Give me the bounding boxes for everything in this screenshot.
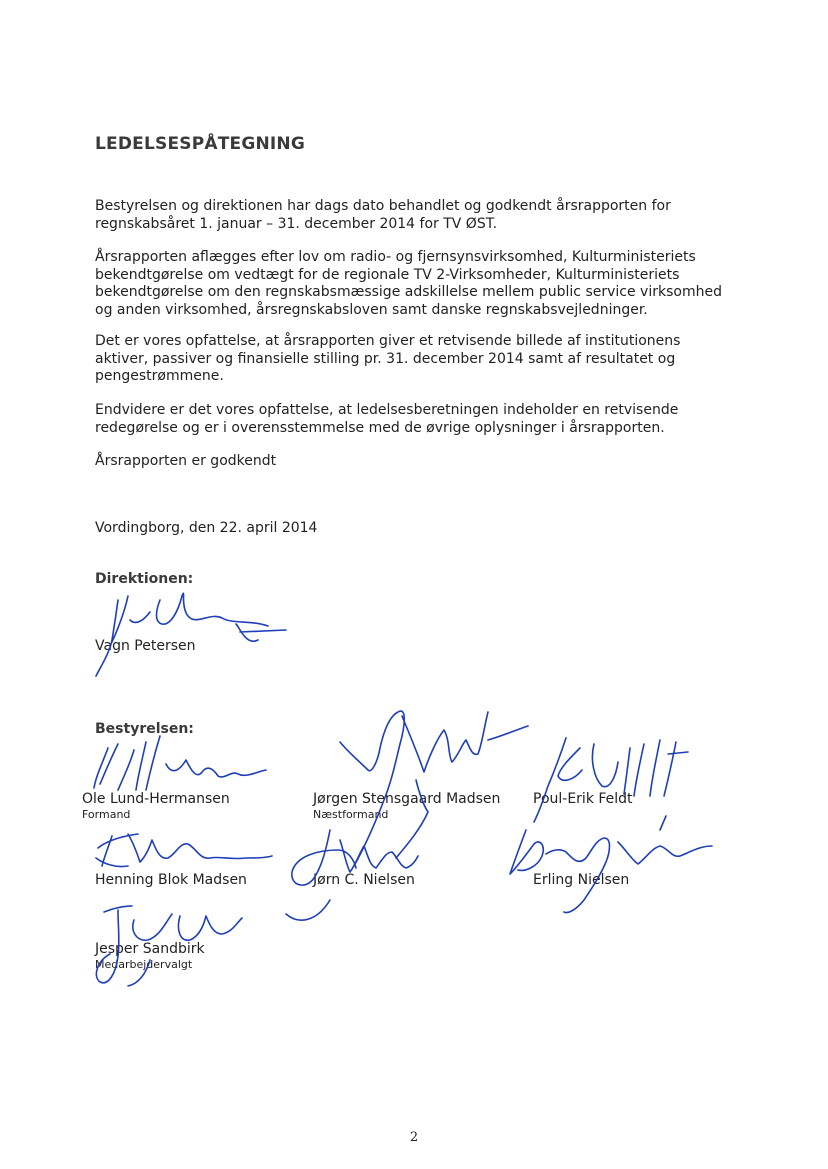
signatory-jesper-name: Jesper Sandbirk xyxy=(95,941,205,957)
paragraph-approval xyxy=(95,198,671,233)
direktionen-label: Direktionen: xyxy=(95,571,194,587)
signature-erling-nielsen xyxy=(510,816,712,913)
page-number: 2 xyxy=(409,1130,419,1145)
paragraph-line: aktiver, passiver og finansielle stilling pr. 31. december 2014 samt af resultatet og xyxy=(95,350,676,367)
paragraph-line: regnskabsåret 1. januar – 31. december 2014 for TV ØST. xyxy=(95,215,498,232)
signature-henning-blok-madsen xyxy=(96,834,272,867)
paragraph-line: Årsrapporten aflægges efter lov om radio- og fjernsynsvirksomhed, Kulturministeriets xyxy=(95,249,696,265)
paragraph-line: pengestrømmene. xyxy=(95,368,224,384)
signature-jorgen-stensgaard-madsen xyxy=(340,711,528,866)
signatory-henning-name: Henning Blok Madsen xyxy=(95,872,247,888)
signatory-vagn-name: Vagn Petersen xyxy=(95,638,196,654)
paragraph-line: bekendtgørelse om den regnskabsmæssige adskillelse mellem public service virksomhed xyxy=(95,284,722,300)
signatory-ole-role: Formand xyxy=(82,808,131,821)
signatory-erling-name: Erling Nielsen xyxy=(533,872,630,888)
paragraph-line: bekendtgørelse om vedtægt for de regionale TV 2-Virksomheder, Kulturministeriets xyxy=(95,266,680,283)
paragraph-line: Årsrapporten er godkendt xyxy=(95,453,277,469)
bestyrelsen-label: Bestyrelsen: xyxy=(95,721,194,737)
signature-vagn-petersen xyxy=(96,593,286,676)
signature-ole-lund-hermansen xyxy=(94,736,266,790)
signatory-poul-name: Poul-Erik Feldt xyxy=(533,791,633,807)
signatory-jorgen-role: Næstformand xyxy=(313,808,389,821)
paragraph-line: og anden virksomhed, årsregnskabsloven samt danske regnskabsvejledninger. xyxy=(95,301,648,318)
signatory-jorn-name: Jørn C. Nielsen xyxy=(313,872,415,888)
paragraph-line: Endvidere er det vores opfattelse, at ledelsesberetningen indeholder en retvisende xyxy=(95,402,679,418)
paragraph-line: Bestyrelsen og direktionen har dags dato behandlet og godkendt årsrapporten for xyxy=(95,198,671,214)
paragraph-line: redegørelse og er i overensstemmelse med de øvrige oplysninger i årsrapporten. xyxy=(95,419,665,436)
page-title: LEDELSESPÅTEGNING xyxy=(95,134,306,154)
signatory-jorgen-name: Jørgen Stensgaard Madsen xyxy=(313,791,501,807)
signatory-ole-name: Ole Lund-Hermansen xyxy=(82,791,230,807)
signatory-jesper-role: Medarbejdervalgt xyxy=(95,958,193,971)
paragraph-line: Det er vores opfattelse, at årsrapporten giver et retvisende billede af institutionens xyxy=(95,333,681,349)
paragraph-management-review xyxy=(95,402,678,437)
signature-poul-erik-feldt xyxy=(534,738,688,822)
paragraph-approved xyxy=(95,453,276,471)
paragraph-opinion xyxy=(95,333,680,386)
place-date: Vordingborg, den 22. april 2014 xyxy=(95,520,318,536)
paragraph-legal-basis xyxy=(95,249,722,319)
